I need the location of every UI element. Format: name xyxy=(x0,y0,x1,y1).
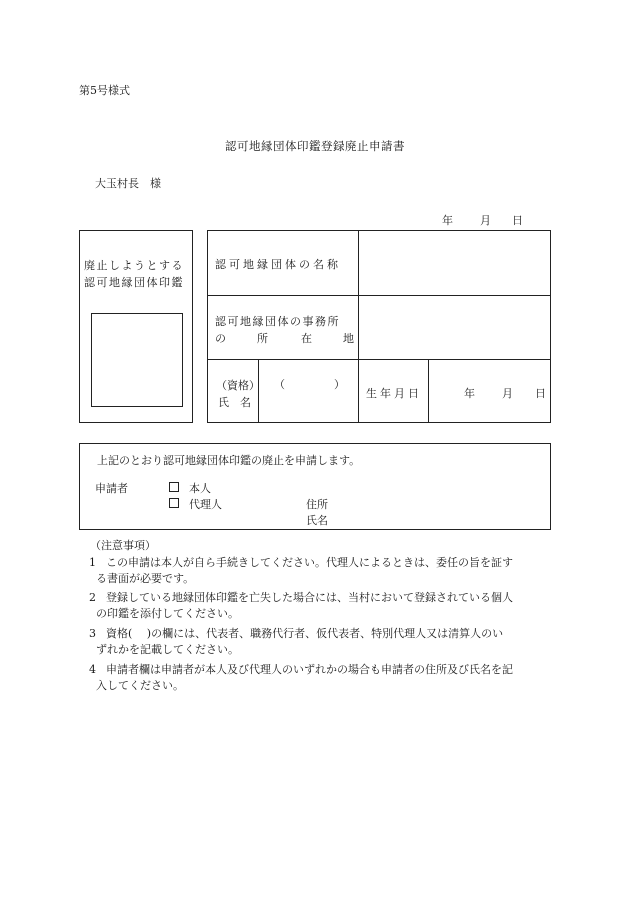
birth-year-label: 年 xyxy=(464,387,475,400)
note-text: 登録している地縁団体印鑑を亡失した場合には、当村において登録されている個人 xyxy=(106,591,513,604)
seal-label-line1: 廃止しようとする xyxy=(84,259,184,272)
date-year-label: 年 xyxy=(442,214,453,227)
address-label: 住所 xyxy=(306,498,328,511)
note-text: 資格( )の欄には、代表者、職務代行者、仮代表者、特別代理人又は清算人のい xyxy=(106,627,504,640)
office-label-line2-0: の xyxy=(215,332,226,345)
note-number: 4 xyxy=(89,663,96,676)
option-self-label: 本人 xyxy=(189,482,211,495)
note-text-cont: 入してください。 xyxy=(96,679,184,692)
name-label: 氏名 xyxy=(306,514,328,527)
self-checkbox[interactable] xyxy=(169,482,179,492)
note-item xyxy=(89,662,559,694)
name-field[interactable] xyxy=(336,510,536,526)
qualification-name-field[interactable] xyxy=(260,361,356,421)
seal-label-line2: 認可地縁団体印鑑 xyxy=(84,276,184,289)
paren-close: ） xyxy=(334,378,345,391)
option-agent-label: 代理人 xyxy=(189,498,222,511)
paren-open: （ xyxy=(274,378,285,391)
note-item xyxy=(89,555,559,587)
office-label-line2-2: 在 xyxy=(301,332,312,345)
applicant-label: 申請者 xyxy=(95,482,128,495)
note-text: 申請者欄は申請者が本人及び代理人のいずれかの場合も申請者の住所及び氏名を記 xyxy=(106,663,513,676)
table-col-divider xyxy=(428,359,429,422)
applicant-name-label: 氏 名 xyxy=(218,396,251,409)
note-text: この申請は本人が自ら手続きしてください。代理人によるときは、委任の旨を証す xyxy=(106,556,513,569)
date-day-label: 日 xyxy=(512,214,523,227)
birthdate-field[interactable] xyxy=(430,361,548,421)
note-text-cont: の印鑑を添付してください。 xyxy=(96,607,239,620)
birthdate-label: 生年月日 xyxy=(366,387,422,400)
office-label-line1: 認可地縁団体の事務所 xyxy=(215,315,340,328)
note-item xyxy=(89,626,559,658)
office-label-line2-1: 所 xyxy=(257,332,268,345)
seal-impression-box[interactable] xyxy=(91,313,183,407)
birth-day-label: 日 xyxy=(535,387,546,400)
table-col-divider xyxy=(358,231,359,359)
option-agent-row xyxy=(169,496,222,512)
office-label-line2-3: 地 xyxy=(343,332,354,345)
notes-heading: （注意事項） xyxy=(90,539,156,552)
date-month-label: 月 xyxy=(480,214,491,227)
note-text-cont: る書面が必要です。 xyxy=(96,572,195,585)
table-row-divider xyxy=(208,359,550,360)
addressee: 大玉村長 様 xyxy=(95,177,161,190)
note-number: 1 xyxy=(89,556,96,569)
org-name-label: 認可地縁団体の名称 xyxy=(215,258,341,271)
office-address-field[interactable] xyxy=(360,296,548,358)
note-number: 2 xyxy=(89,591,96,604)
note-item xyxy=(89,590,559,622)
seal-section xyxy=(79,230,193,423)
declaration-text: 上記のとおり認可地縁団体印鑑の廃止を申請します。 xyxy=(97,454,361,467)
birth-month-label: 月 xyxy=(502,387,513,400)
note-text-cont: ずれかを記載してください。 xyxy=(96,643,239,656)
qualification-label: （資格） xyxy=(216,379,260,392)
declaration-section xyxy=(79,443,551,530)
table-col-divider xyxy=(358,359,359,422)
note-number: 3 xyxy=(89,627,96,640)
seal-label xyxy=(84,257,190,291)
page-title: 認可地縁団体印鑑登録廃止申請書 xyxy=(225,139,405,153)
org-name-field[interactable] xyxy=(360,232,548,294)
form-number: 第5号様式 xyxy=(79,84,130,97)
address-field[interactable] xyxy=(336,494,536,510)
org-info-table xyxy=(207,230,551,423)
agent-checkbox[interactable] xyxy=(169,498,179,508)
option-self-row xyxy=(169,480,211,496)
